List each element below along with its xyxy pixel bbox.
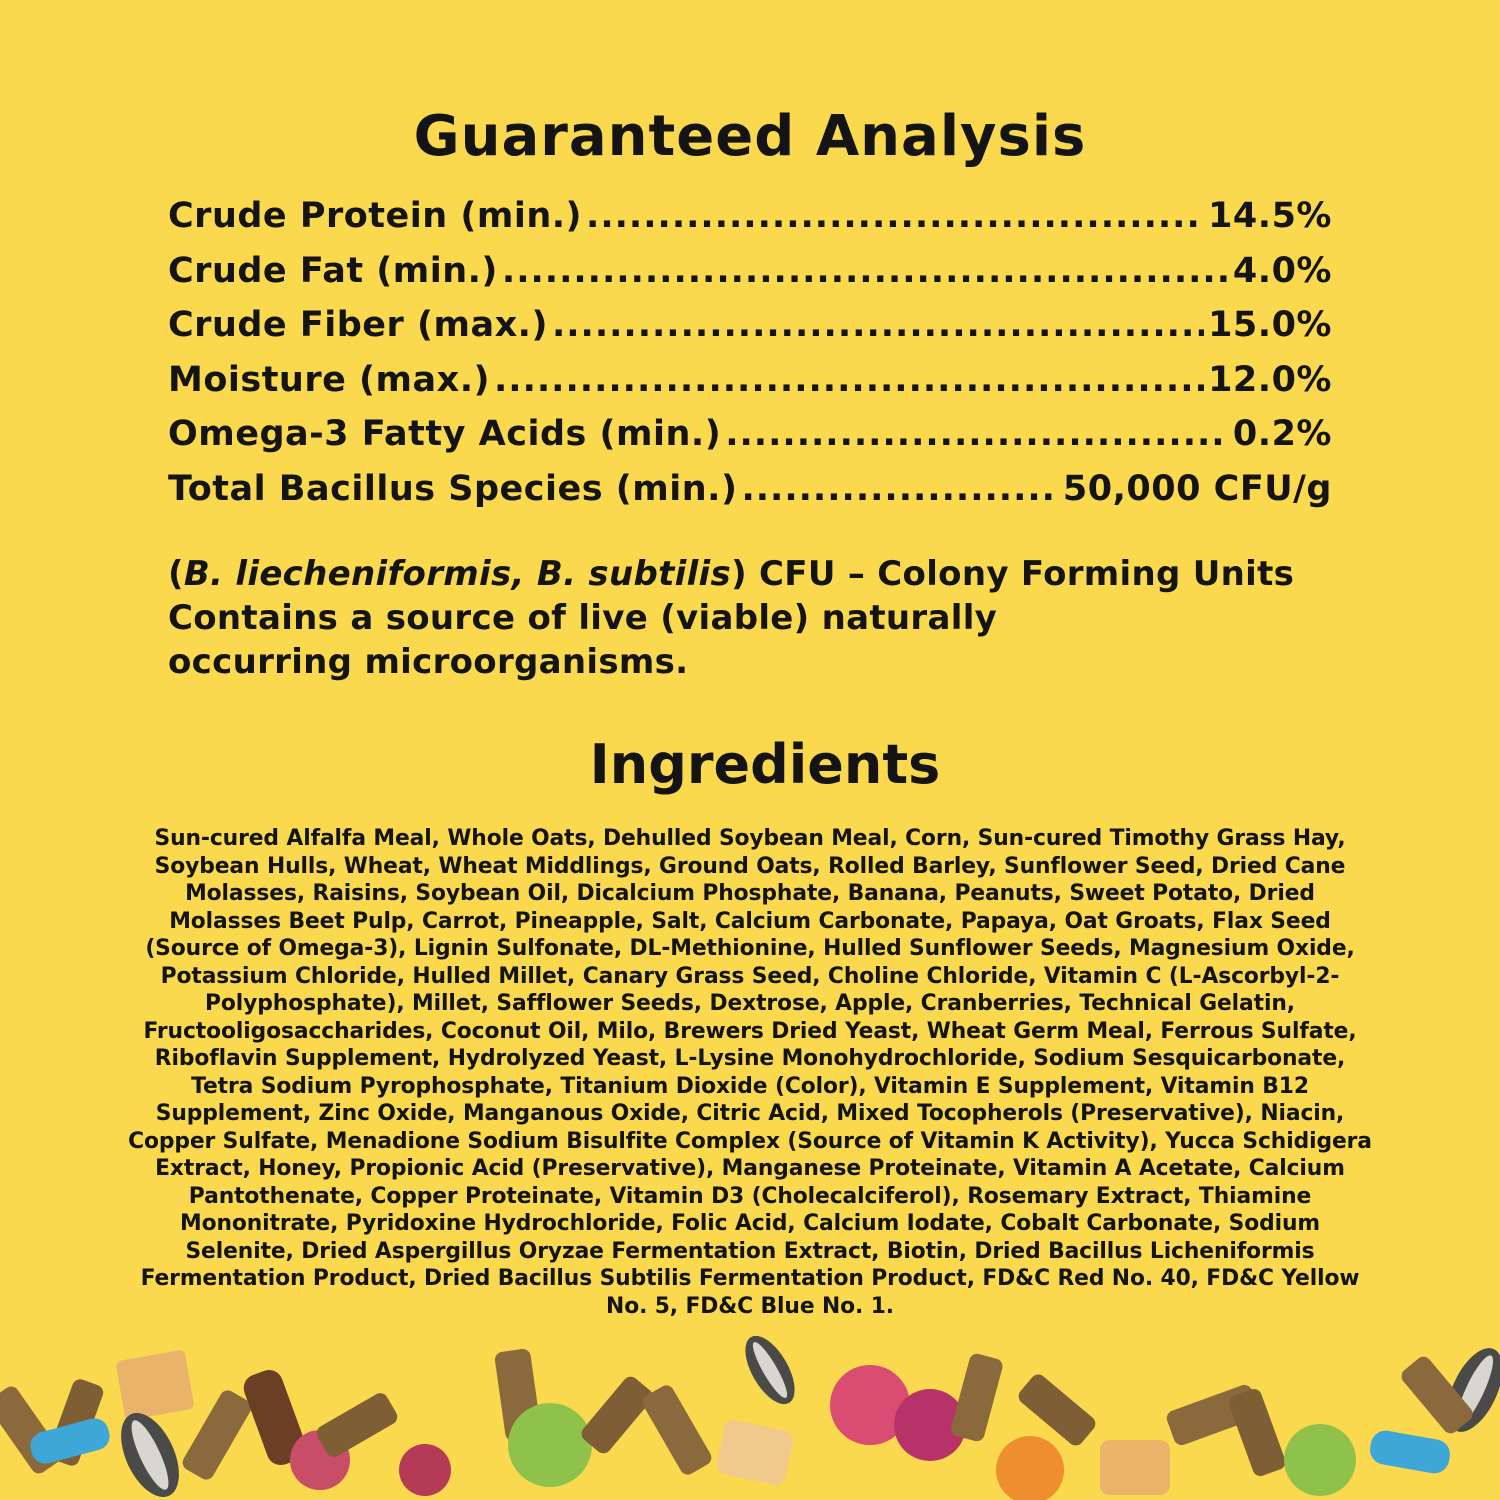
analysis-name: Moisture (max.) — [168, 359, 490, 400]
analysis-value: 0.2% — [1232, 414, 1332, 454]
cfu-note-line1 — [168, 552, 1348, 596]
analysis-name: Total Bacillus Species (min.) — [168, 468, 738, 509]
dot-leader — [741, 469, 1058, 509]
dot-leader — [502, 251, 1229, 291]
bacillus-species: B. liecheniformis, B. subtilis — [183, 554, 732, 594]
analysis-row-crude-protein — [168, 196, 1332, 251]
analysis-value: 50,000 CFU/g — [1062, 468, 1332, 509]
analysis-name: Crude Protein (min.) — [168, 196, 583, 236]
cfu-note — [168, 552, 1348, 684]
food-pellets-image — [0, 1330, 1500, 1500]
analysis-value: 4.0% — [1232, 250, 1332, 291]
cfu-note-line3: occurring microorganisms. — [168, 642, 689, 682]
analysis-name: Omega-3 Fatty Acids (min.) — [168, 414, 722, 454]
analysis-value: 15.0% — [1208, 305, 1332, 345]
ingredients-list: Sun-cured Alfalfa Meal, Whole Oats, Dehulled Soybean Meal, Corn, Sun-cured Timothy Grass Hay, Soybean Hulls, Wheat, Wheat Middlings, Ground Oats, Rolled Barley, Sunflower Seed, Dried Cane Molasses, Raisins, Soybean Oil, Dicalcium Phosphate, Banana, Peanuts, Sweet Potato, Dried Molasses Beet Pulp, Carrot, Pineapple, Salt, Calcium Carbonate, Papaya, Oat Groats, Flax Seed (Source of Omega-3), Lignin Sulfonate, DL-Methionine, Hulled Sunflower Seeds, Magnesium Oxide, Potassium Chloride, Hulled Millet, Canary Grass Seed, Choline Chloride, Vitamin C (L-Ascorbyl-2-Polyphosphate), Millet, Safflower Seeds, Dextrose, Apple, Cranberries, Technical Gelatin, Fructooligosaccharides, Coconut Oil, Milo, Brewers Dried Yeast, Wheat Germ Meal, Ferrous Sulfate, Riboflavin Supplement, Hydrolyzed Yeast, L-Lysine Monohydrochloride, Sodium Sesquicarbonate, Tetra Sodium Pyrophosphate, Titanium Dioxide (Color), Vitamin E Supplement, Vitamin B12 Supplement, Zinc Oxide, Manganous Oxide, Citric Acid, Mixed Tocopherols (Preservative), Niacin, Copper Sulfate, Menadione Sodium Bisulfite Complex (Source of Vitamin K Activity), Yucca Schidigera Extract, Honey, Propionic Acid (Preservative), Manganese Proteinate, Vitamin A Acetate, Calcium Pantothenate, Copper Proteinate, Vitamin D3 (Cholecalciferol), Rosemary Extract, Thiamine Mononitrate, Pyridoxine Hydrochloride, Folic Acid, Calcium Iodate, Cobalt Carbonate, Sodium Selenite, Dried Aspergillus Oryzae Fermentation Extract, Biotin, Dried Bacillus Licheniformis Fermentation Product, Dried Bacillus Subtilis Fermentation Product, FD&C Red No. 40, FD&C Yellow No. 5, FD&C Blue No. 1. — [128, 826, 1372, 1319]
cfu-note-line2: Contains a source of live (viable) naturally — [168, 598, 998, 638]
dot-leader — [586, 196, 1204, 236]
pellet-pile — [0, 1330, 1500, 1500]
dot-leader — [552, 305, 1204, 345]
analysis-row-crude-fat — [168, 251, 1332, 306]
paren: ( — [168, 554, 184, 594]
cfu-definition: ) CFU – Colony Forming Units — [731, 554, 1295, 594]
analysis-row-omega-3 — [168, 414, 1332, 469]
analysis-row-moisture — [168, 360, 1332, 415]
analysis-table — [168, 196, 1332, 523]
analysis-row-crude-fiber — [168, 305, 1332, 360]
dot-leader — [725, 414, 1229, 454]
analysis-value: 14.5% — [1208, 196, 1332, 236]
analysis-name: Crude Fiber (max.) — [168, 305, 548, 345]
analysis-name: Crude Fat (min.) — [168, 250, 498, 291]
analysis-value: 12.0% — [1208, 359, 1332, 400]
ingredients-title: Ingredients — [589, 733, 941, 796]
guaranteed-analysis-title: Guaranteed Analysis — [413, 104, 1087, 169]
dot-leader — [494, 360, 1204, 400]
analysis-row-bacillus — [168, 469, 1332, 524]
